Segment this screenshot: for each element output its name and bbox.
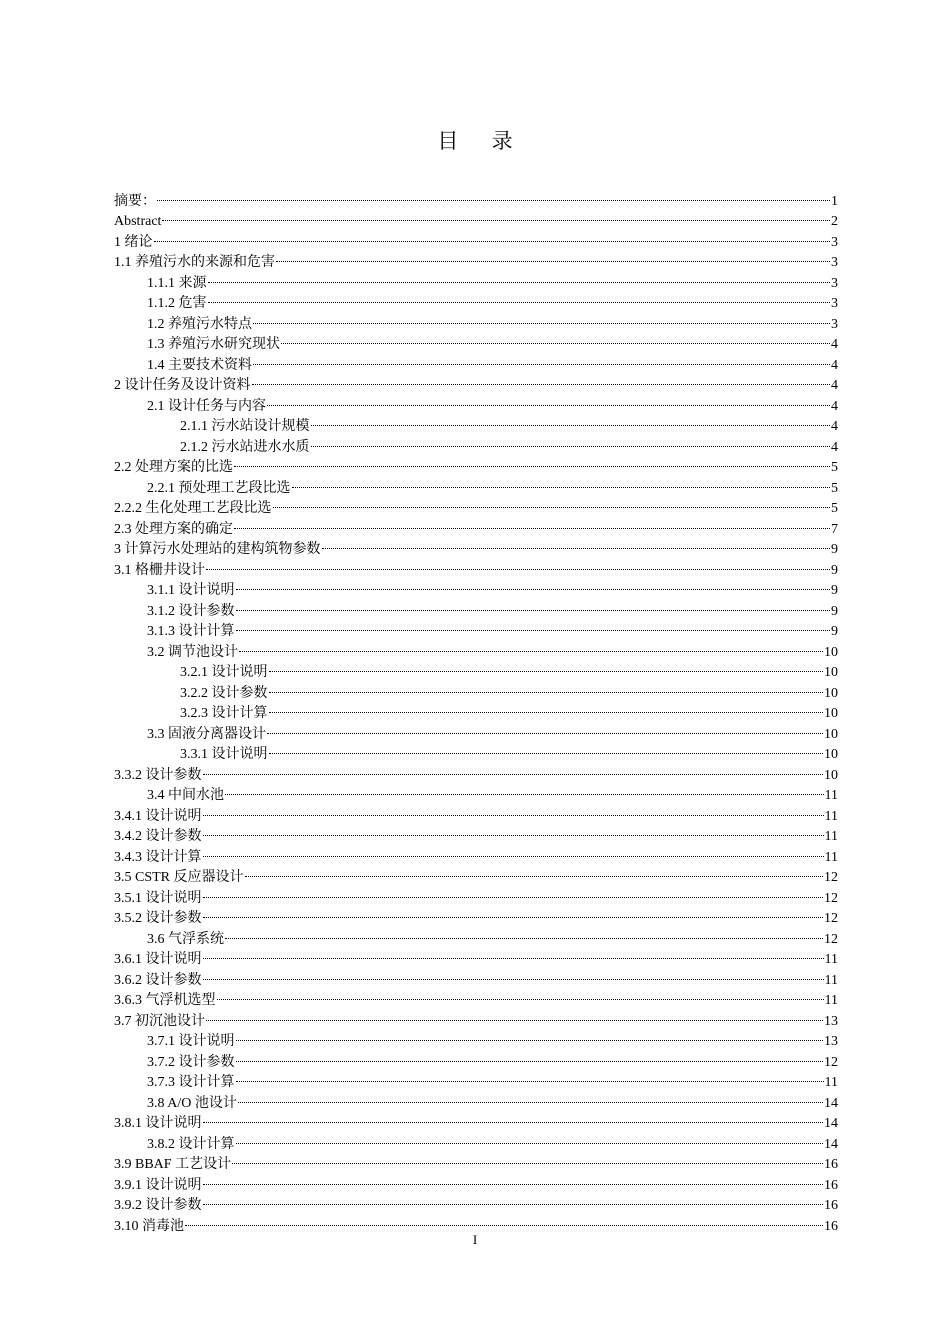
toc-dot-leader bbox=[203, 1189, 824, 1210]
toc-entry[interactable] bbox=[114, 799, 838, 824]
toc-entry-page: 7 bbox=[831, 521, 838, 537]
toc-dot-leader bbox=[236, 1127, 824, 1148]
toc-dot-leader bbox=[162, 205, 830, 226]
toc-entry-page: 16 bbox=[824, 1218, 838, 1234]
toc-entry-label: 3.4.3 设计计算 bbox=[114, 849, 202, 865]
toc-entry-page: 11 bbox=[824, 972, 838, 988]
toc-entry-page: 10 bbox=[824, 644, 838, 660]
toc-entry-page: 3 bbox=[831, 296, 838, 311]
toc-entry-label: 3.7.1 设计说明 bbox=[147, 1034, 235, 1049]
toc-entry-label: 2.2.2 生化处理工艺段比选 bbox=[114, 501, 272, 516]
toc-dot-leader bbox=[311, 430, 831, 451]
toc-dot-leader bbox=[236, 615, 831, 636]
toc-entry[interactable] bbox=[114, 820, 838, 844]
toc-entry-page: 10 bbox=[824, 767, 838, 783]
toc-entry-page: 10 bbox=[824, 706, 838, 721]
toc-dot-leader bbox=[236, 574, 831, 595]
toc-dot-leader bbox=[238, 1086, 823, 1107]
toc-entry-label: 3.10 消毒池 bbox=[114, 1218, 184, 1234]
toc-entry-label: 3.7.3 设计计算 bbox=[147, 1075, 235, 1090]
toc-dot-leader bbox=[269, 676, 824, 697]
toc-entry-label: 2.1 设计任务与内容 bbox=[147, 398, 266, 414]
toc-entry-label: 3.8.2 设计计算 bbox=[147, 1136, 235, 1152]
toc-dot-leader bbox=[253, 307, 830, 328]
toc-dot-leader bbox=[236, 1025, 824, 1046]
toc-entry-label: 3.5.1 设计说明 bbox=[114, 890, 202, 906]
toc-entry-label: 2.1.2 污水站进水水质 bbox=[180, 439, 310, 455]
toc-entry-page: 9 bbox=[831, 624, 838, 639]
toc-entry-label: 3.6.2 设计参数 bbox=[114, 972, 202, 988]
toc-dot-leader bbox=[206, 1004, 823, 1025]
toc-entry-label: 3.7.2 设计参数 bbox=[147, 1054, 235, 1070]
toc-entry[interactable] bbox=[114, 184, 838, 209]
toc-entry-label: 3.8 A/O 池设计 bbox=[147, 1095, 237, 1111]
toc-dot-leader bbox=[203, 1168, 824, 1189]
toc-entry-label: 3.9 BBAF 工艺设计 bbox=[114, 1157, 232, 1172]
toc-entry[interactable] bbox=[114, 307, 838, 332]
toc-dot-leader bbox=[203, 881, 824, 902]
toc-entry-page: 2 bbox=[831, 214, 838, 229]
toc-entry[interactable] bbox=[114, 225, 838, 250]
toc-entry-page: 12 bbox=[824, 931, 838, 947]
toc-dot-leader bbox=[234, 451, 830, 472]
toc-entry[interactable] bbox=[114, 779, 838, 803]
toc-dot-leader bbox=[203, 840, 824, 861]
toc-entry-page: 12 bbox=[824, 890, 838, 906]
toc-dot-leader bbox=[157, 184, 830, 205]
toc-entry[interactable] bbox=[114, 902, 838, 926]
toc-entry-page: 4 bbox=[831, 337, 838, 352]
toc-dot-leader bbox=[322, 533, 831, 554]
toc-dot-leader bbox=[185, 1209, 823, 1230]
toc-entry[interactable] bbox=[114, 943, 838, 967]
toc-dot-leader bbox=[225, 922, 823, 943]
toc-entry-page: 13 bbox=[824, 1013, 838, 1029]
toc-dot-leader bbox=[269, 738, 824, 759]
toc-dot-leader bbox=[206, 553, 830, 574]
toc-dot-leader bbox=[225, 779, 824, 800]
toc-entry[interactable] bbox=[114, 1209, 838, 1234]
toc-dot-leader bbox=[273, 492, 831, 513]
toc-entry-page: 16 bbox=[824, 1198, 838, 1213]
toc-entry-label: 2 设计任务及设计资料 bbox=[114, 378, 251, 393]
page-footer-number: I bbox=[472, 1232, 478, 1247]
toc-entry-label: 1.1.1 来源 bbox=[147, 275, 207, 291]
toc-entry-page: 14 bbox=[824, 1095, 838, 1111]
toc-entry-label: 3.5 CSTR 反应器设计 bbox=[114, 870, 244, 885]
toc-dot-leader bbox=[217, 984, 824, 1005]
toc-entry-page: 11 bbox=[824, 788, 838, 803]
toc-entry-page: 10 bbox=[824, 665, 838, 680]
toc-dot-leader bbox=[236, 1066, 824, 1087]
toc-entry-page: 9 bbox=[831, 542, 838, 557]
toc-entry-page: 12 bbox=[824, 1054, 838, 1070]
toc-dot-leader bbox=[267, 389, 830, 410]
toc-dot-leader bbox=[269, 697, 824, 718]
toc-dot-leader bbox=[232, 1148, 823, 1169]
toc-entry-page: 1 bbox=[831, 193, 838, 209]
toc-entry-label: Abstract bbox=[114, 214, 162, 229]
toc-entry-label: 3.2.1 设计说明 bbox=[180, 665, 268, 680]
table-of-contents bbox=[114, 184, 838, 1234]
toc-entry-label: 3.6.3 气浮机选型 bbox=[114, 993, 216, 1008]
toc-entry-label: 3.5.2 设计参数 bbox=[114, 911, 202, 926]
toc-entry-label: 3.3.2 设计参数 bbox=[114, 767, 202, 783]
toc-entry-label: 3.1 格栅井设计 bbox=[114, 562, 205, 578]
toc-entry-label: 3.4.1 设计说明 bbox=[114, 808, 202, 824]
toc-dot-leader bbox=[239, 635, 823, 656]
toc-entry-label: 3.7 初沉池设计 bbox=[114, 1013, 205, 1029]
toc-entry-label: 3.3.1 设计说明 bbox=[180, 747, 268, 762]
toc-entry-page: 14 bbox=[824, 1116, 838, 1131]
toc-entry-label: 3.1.3 设计计算 bbox=[147, 624, 235, 639]
toc-dot-leader bbox=[252, 369, 831, 390]
toc-entry-label: 3.6 气浮系统 bbox=[147, 931, 224, 947]
toc-entry[interactable] bbox=[114, 574, 838, 598]
toc-entry-page: 12 bbox=[824, 870, 838, 885]
toc-dot-leader bbox=[292, 471, 831, 492]
toc-entry-page: 11 bbox=[824, 952, 838, 967]
toc-entry[interactable] bbox=[114, 553, 838, 578]
toc-entry[interactable] bbox=[114, 1168, 838, 1193]
toc-entry-label: 2.2.1 预处理工艺段比选 bbox=[147, 480, 291, 496]
toc-entry-label: 3.3 固液分离器设计 bbox=[147, 726, 266, 742]
toc-entry-label: 3.1.2 设计参数 bbox=[147, 603, 235, 619]
toc-entry-page: 16 bbox=[824, 1157, 838, 1172]
toc-entry-label: 3.9.2 设计参数 bbox=[114, 1198, 202, 1213]
toc-dot-leader bbox=[253, 348, 830, 369]
toc-entry-page: 3 bbox=[831, 255, 838, 270]
toc-entry-page: 5 bbox=[831, 460, 838, 475]
toc-entry[interactable] bbox=[114, 1189, 838, 1213]
toc-dot-leader bbox=[281, 328, 830, 349]
toc-entry-label: 摘要： bbox=[114, 193, 156, 209]
toc-entry-label: 2.1.1 污水站设计规模 bbox=[180, 419, 310, 434]
toc-entry-label: 3.2.2 设计参数 bbox=[180, 685, 268, 701]
toc-entry[interactable] bbox=[114, 922, 838, 947]
toc-dot-leader bbox=[269, 656, 824, 677]
toc-entry-label: 3.9.1 设计说明 bbox=[114, 1177, 202, 1193]
toc-entry-page: 3 bbox=[831, 234, 838, 250]
toc-entry[interactable] bbox=[114, 984, 838, 1008]
toc-entry[interactable] bbox=[114, 840, 838, 865]
toc-dot-leader bbox=[208, 266, 831, 287]
toc-entry[interactable] bbox=[114, 1107, 838, 1131]
toc-entry-label: 3.8.1 设计说明 bbox=[114, 1116, 202, 1131]
toc-dot-leader bbox=[203, 943, 824, 964]
toc-entry-page: 9 bbox=[831, 562, 838, 578]
toc-entry[interactable] bbox=[114, 758, 838, 783]
toc-entry-page: 5 bbox=[831, 480, 838, 496]
toc-entry-label: 1.1 养殖污水的来源和危害 bbox=[114, 255, 275, 270]
toc-entry-label: 2.2 处理方案的比选 bbox=[114, 460, 233, 475]
toc-dot-leader bbox=[203, 820, 824, 841]
toc-entry-page: 11 bbox=[824, 829, 838, 844]
toc-entry-label: 3.2.3 设计计算 bbox=[180, 706, 268, 721]
toc-entry-page: 9 bbox=[831, 583, 838, 598]
toc-title: 目 录 bbox=[437, 129, 527, 153]
toc-dot-leader bbox=[234, 512, 830, 533]
toc-entry-label: 3 计算污水处理站的建构筑物参数 bbox=[114, 542, 321, 557]
toc-entry[interactable] bbox=[114, 1127, 838, 1152]
toc-entry-label: 1.1.2 危害 bbox=[147, 296, 207, 311]
toc-dot-leader bbox=[203, 1107, 824, 1128]
toc-entry-page: 5 bbox=[831, 501, 838, 516]
toc-dot-leader bbox=[236, 594, 831, 615]
toc-entry-page: 16 bbox=[824, 1177, 838, 1193]
toc-entry-page: 13 bbox=[824, 1034, 838, 1049]
toc-entry-page: 10 bbox=[824, 685, 838, 701]
toc-dot-leader bbox=[276, 246, 830, 267]
toc-dot-leader bbox=[203, 963, 824, 984]
toc-entry-label: 1 绪论 bbox=[114, 234, 153, 250]
toc-dot-leader bbox=[236, 1045, 824, 1066]
toc-entry-page: 3 bbox=[831, 316, 838, 332]
toc-entry-page: 10 bbox=[824, 747, 838, 762]
toc-entry-label: 1.2 养殖污水特点 bbox=[147, 316, 252, 332]
toc-entry[interactable] bbox=[114, 1004, 838, 1029]
toc-dot-leader bbox=[203, 902, 824, 923]
toc-entry-page: 12 bbox=[824, 911, 838, 926]
toc-dot-leader bbox=[154, 225, 831, 246]
toc-entry[interactable] bbox=[114, 266, 838, 291]
toc-entry-page: 11 bbox=[824, 849, 838, 865]
toc-entry-page: 3 bbox=[831, 275, 838, 291]
toc-dot-leader bbox=[208, 287, 831, 308]
toc-entry-label: 1.4 主要技术资料 bbox=[147, 357, 252, 373]
toc-entry-page: 14 bbox=[824, 1136, 838, 1152]
toc-entry-label: 1.3 养殖污水研究现状 bbox=[147, 337, 280, 352]
toc-entry-page: 4 bbox=[831, 378, 838, 393]
toc-entry-label: 3.4 中间水池 bbox=[147, 788, 224, 803]
toc-entry-label: 3.2 调节池设计 bbox=[147, 644, 238, 660]
toc-entry-label: 2.3 处理方案的确定 bbox=[114, 521, 233, 537]
toc-dot-leader bbox=[267, 717, 823, 738]
toc-entry-page: 4 bbox=[831, 439, 838, 455]
toc-entry[interactable] bbox=[114, 287, 838, 311]
toc-entry-page: 4 bbox=[831, 357, 838, 373]
toc-dot-leader bbox=[203, 758, 824, 779]
toc-entry-page: 10 bbox=[824, 726, 838, 742]
toc-entry-page: 9 bbox=[831, 603, 838, 619]
toc-entry[interactable] bbox=[114, 963, 838, 988]
toc-dot-leader bbox=[311, 410, 831, 431]
toc-dot-leader bbox=[245, 861, 823, 882]
toc-entry[interactable] bbox=[114, 205, 838, 229]
toc-entry-page: 4 bbox=[831, 398, 838, 414]
toc-entry-page: 11 bbox=[824, 808, 838, 824]
toc-entry-label: 3.4.2 设计参数 bbox=[114, 829, 202, 844]
toc-entry-page: 4 bbox=[831, 419, 838, 434]
toc-entry-page: 11 bbox=[824, 1075, 838, 1090]
toc-entry[interactable] bbox=[114, 861, 838, 885]
toc-entry-label: 3.6.1 设计说明 bbox=[114, 952, 202, 967]
toc-entry-page: 11 bbox=[824, 993, 838, 1008]
toc-entry-label: 3.1.1 设计说明 bbox=[147, 583, 235, 598]
toc-entry[interactable] bbox=[114, 246, 838, 270]
toc-entry[interactable] bbox=[114, 881, 838, 906]
toc-dot-leader bbox=[203, 799, 824, 820]
toc-entry[interactable] bbox=[114, 1025, 838, 1049]
